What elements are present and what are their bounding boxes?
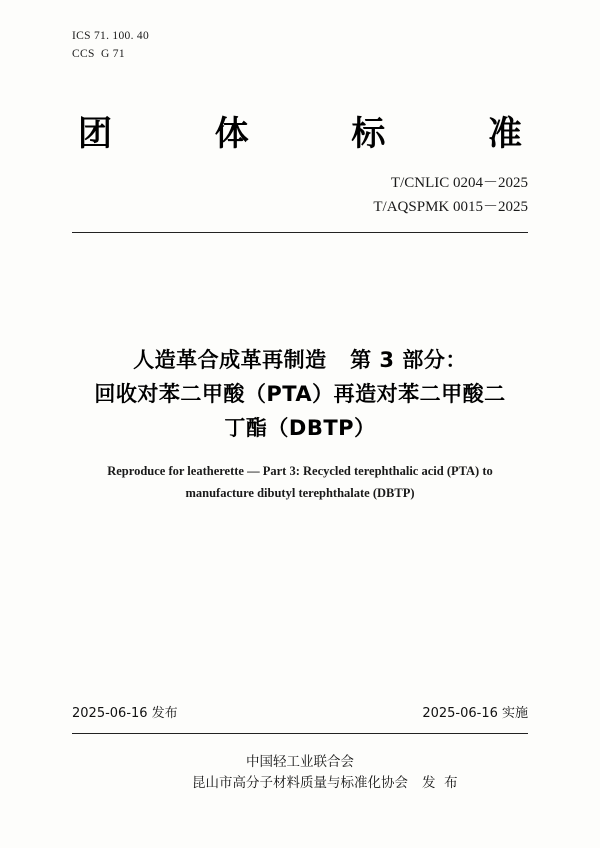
- banner-group-standard: [72, 106, 528, 155]
- banner-char-4: 准: [487, 113, 522, 154]
- document-title-chinese: [72, 343, 528, 445]
- title-cn-line-1: 人造革合成革再制造 第 3 部分：: [133, 348, 467, 373]
- title-en-line-2: manufacture dibutyl terephthalate (DBTP): [185, 486, 415, 501]
- ics-code: ICS 71. 100. 40: [72, 30, 150, 42]
- publisher-names: [192, 752, 458, 794]
- banner-char-1: 团: [78, 113, 112, 154]
- implementation-date: 2025-06-16 实施: [422, 706, 528, 721]
- banner-char-2: 体: [214, 113, 249, 154]
- dates-row: [72, 702, 528, 721]
- issue-date: 2025-06-16 发布: [72, 706, 178, 721]
- classification-codes: [72, 0, 528, 64]
- title-cn-line-2: 回收对苯二甲酸（PTA）再造对苯二甲酸二: [94, 382, 506, 407]
- divider-top: [72, 232, 528, 233]
- banner-char-3: 标: [351, 113, 386, 154]
- publisher-line-2: 昆山市高分子材料质量与标准化协会: [192, 774, 408, 791]
- issue-word: 发 布: [422, 774, 458, 791]
- ccs-code: CCS G 71: [72, 47, 125, 60]
- standard-number-secondary: T/AQSPMK 0015－2025: [373, 199, 528, 216]
- standard-number-primary: T/CNLIC 0204－2025: [390, 174, 528, 191]
- publisher-line-1: 中国轻工业联合会: [246, 754, 354, 770]
- standard-numbers: [72, 171, 528, 221]
- document-title-english: [72, 461, 528, 505]
- publisher-block: [0, 752, 600, 794]
- title-en-line-1: Reproduce for leatherette — Part 3: Recycled terephthalic acid (PTA) to: [107, 464, 493, 479]
- title-cn-line-3: 丁酯（DBTP）: [224, 416, 376, 441]
- divider-bottom: [72, 733, 528, 734]
